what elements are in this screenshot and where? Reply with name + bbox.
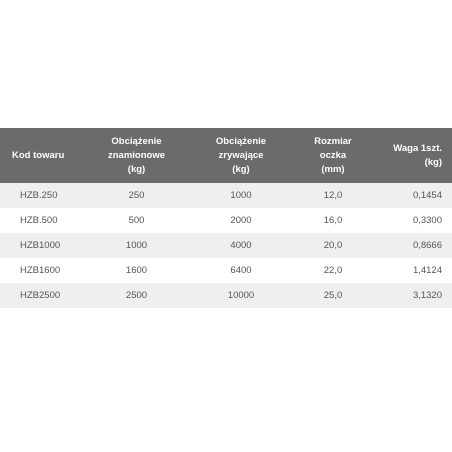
cell-product-code: HZB2500 <box>0 283 80 308</box>
cell-rated-load: 1000 <box>80 233 193 258</box>
cell-unit-weight: 3,1320 <box>377 283 452 308</box>
table-row <box>0 258 452 283</box>
cell-eye-size: 20,0 <box>289 233 377 258</box>
header-breaking-load: Obciążenie zrywające (kg) <box>193 128 289 183</box>
header-rated-load: Obciążenie znamionowe (kg) <box>80 128 193 183</box>
table-row <box>0 283 452 308</box>
cell-eye-size: 12,0 <box>289 183 377 208</box>
header-eye-size: Rozmiar oczka (mm) <box>289 128 377 183</box>
table-header-row <box>0 128 452 183</box>
cell-breaking-load: 2000 <box>193 208 289 233</box>
cell-breaking-load: 10000 <box>193 283 289 308</box>
cell-product-code: HZB.250 <box>0 183 80 208</box>
header-unit-weight: Waga 1szt. (kg) <box>377 128 452 183</box>
cell-breaking-load: 4000 <box>193 233 289 258</box>
header-product-code: Kod towaru <box>0 128 80 183</box>
cell-breaking-load: 1000 <box>193 183 289 208</box>
cell-eye-size: 22,0 <box>289 258 377 283</box>
cell-rated-load: 2500 <box>80 283 193 308</box>
table-row <box>0 233 452 258</box>
cell-unit-weight: 0,3300 <box>377 208 452 233</box>
cell-unit-weight: 0,1454 <box>377 183 452 208</box>
cell-eye-size: 16,0 <box>289 208 377 233</box>
cell-eye-size: 25,0 <box>289 283 377 308</box>
cell-product-code: HZB1000 <box>0 233 80 258</box>
cell-unit-weight: 0,8666 <box>377 233 452 258</box>
table-row <box>0 183 452 208</box>
cell-unit-weight: 1,4124 <box>377 258 452 283</box>
product-spec-table <box>0 128 452 308</box>
table-row <box>0 208 452 233</box>
cell-breaking-load: 6400 <box>193 258 289 283</box>
cell-rated-load: 1600 <box>80 258 193 283</box>
cell-rated-load: 250 <box>80 183 193 208</box>
cell-product-code: HZB1600 <box>0 258 80 283</box>
cell-rated-load: 500 <box>80 208 193 233</box>
cell-product-code: HZB.500 <box>0 208 80 233</box>
